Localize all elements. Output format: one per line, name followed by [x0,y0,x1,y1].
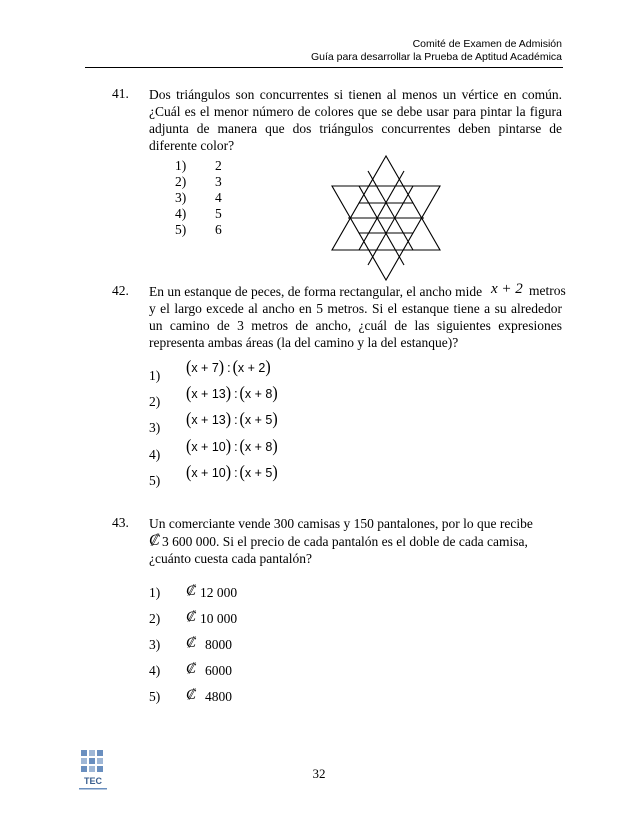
currency-symbol: ₡ [186,661,197,677]
q43-opt-value: 4800 [205,689,232,704]
q41-opt-value: 2 [215,158,222,173]
page-number: 32 [312,766,326,781]
q42-opt-expression: (x + 7) : (x + 2) [186,358,271,377]
header-line-1: Comité de Examen de Admisión [412,38,562,50]
q42-opt-a: x + 7 [191,361,219,375]
q41-opt-value: 6 [215,222,222,237]
q41-opt-value: 5 [215,206,222,221]
q42-text-after: metros [529,283,566,298]
q42-opt-b: x + 8 [244,440,273,454]
currency-symbol: ₡ [149,532,160,549]
q41-opt-value: 4 [215,190,222,205]
q43-opt-label: 5) [149,689,161,704]
q41-opt-label: 5) [175,222,187,237]
q43-opt-label: 1) [149,585,161,600]
header-line-2: Guía para desarrollar la Prueba de Aptitud Académica [311,51,562,63]
q43-opt-label: 4) [149,663,161,678]
q42-opt-expression: (x + 10) : (x + 5) [186,463,278,482]
currency-symbol: ₡ [186,687,197,703]
q43-text-line2: 3 600 000. Si el precio de cada pantalón es el doble de cada camisa, [162,534,528,549]
q41-opt-label: 3) [175,190,187,205]
q43-text-line3: ¿cuánto cuesta cada pantalón? [149,551,313,566]
q43-opt-value: 10 000 [200,611,238,626]
header-rule [85,67,563,68]
currency-symbol: ₡ [186,635,197,651]
q42-opt-a: x + 10 [191,466,226,480]
q42-number: 42. [112,283,129,298]
q42-opt-label: 1) [149,368,161,383]
q42-inline-expr: x + 2 [491,281,523,297]
q42-text-before: En un estanque de peces, de forma rectangular, el ancho mide [149,284,483,299]
q41-opt-label: 4) [175,206,187,221]
q42-opt-label: 4) [149,447,161,462]
currency-symbol: ₡ [186,609,197,625]
q42-opt-expression: (x + 13) : (x + 8) [186,384,278,403]
q42-opt-expression: (x + 13) : (x + 5) [186,410,278,429]
q41-number: 41. [112,86,129,101]
q41-opt-label: 2) [175,174,187,189]
logo-text: TEC [84,776,102,786]
q41-text: Dos triángulos son concurrentes si tienen al menos un vértice en común. ¿Cuál es el menor número de colores que se debe usar para pintar la figura adjunta de manera que dos triángulos concurrentes deben pintarse de diferente color? [149,87,562,153]
q43-text-line1: Un comerciante vende 300 camisas y 150 pantalones, por lo que recibe [149,516,533,531]
star-of-david-figure [328,152,444,282]
q42-text-rest: y el largo excede al ancho en 5 metros. Si el estanque tiene a su alrededor un camino de 3 metros de ancho, ¿cuál de las siguientes expresiones representa ambas áreas (la del camino y la del estanque)? [149,301,562,350]
q42-opt-b: x + 8 [244,387,273,401]
q42-inline-expression [491,281,523,298]
q43-opt-value: 6000 [205,663,232,678]
q42-opt-a: x + 13 [191,413,226,427]
q43-opt-label: 2) [149,611,161,626]
q42-opt-b: x + 5 [244,466,273,480]
q42-opt-expression: (x + 10) : (x + 8) [186,437,278,456]
q42-opt-label: 3) [149,420,161,435]
q42-opt-a: x + 13 [191,387,226,401]
q43-opt-value: 8000 [205,637,232,652]
q43-opt-value: 12 000 [200,585,238,600]
q43-opt-label: 3) [149,637,161,652]
q42-opt-label: 5) [149,473,161,488]
q42-opt-b: x + 5 [244,413,273,427]
q41-opt-value: 3 [215,174,222,189]
q42-opt-b: x + 2 [237,361,266,375]
q43-number: 43. [112,515,129,530]
q42-opt-a: x + 10 [191,440,226,454]
q42-opt-label: 2) [149,394,161,409]
q41-opt-label: 1) [175,158,187,173]
currency-symbol: ₡ [186,583,197,599]
